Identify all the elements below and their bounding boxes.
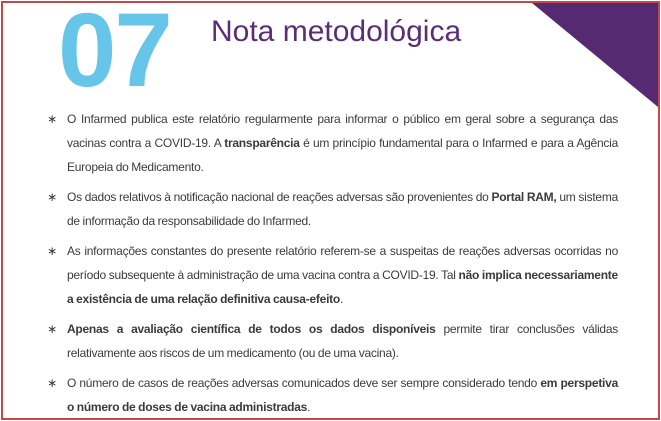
bullet-item: [45, 107, 618, 179]
bullet-item: [45, 185, 618, 233]
bullet-text: Apenas a avaliação científica de todos os dados disponíveis permite tirar conclusões válidas relativamente aos riscos de um medicamento (ou de uma vacina).: [67, 322, 619, 360]
bullet-marker: ∗: [47, 376, 57, 390]
bullet-list: [3, 107, 658, 419]
bullet-marker: ∗: [47, 190, 57, 204]
page: [1, 1, 660, 420]
section-number: 07: [58, 1, 171, 109]
bullet-text: Os dados relativos à notificação nacional de reações adversas são provenientes do Portal RAM, um sistema de informação da responsabilidade do Infarmed.: [67, 190, 619, 228]
page-title: Nota metodológica: [211, 15, 462, 48]
bullet-marker: ∗: [47, 322, 57, 336]
bullet-item: [45, 371, 618, 419]
corner-triangle-decoration: [532, 3, 658, 107]
bullet-item: [45, 317, 618, 365]
bullet-item: [45, 239, 618, 311]
header: [3, 3, 658, 107]
bullet-text: O número de casos de reações adversas comunicados deve ser sempre considerado tendo em perspetiva o número de doses de vacina administradas.: [67, 376, 618, 414]
bullet-marker: ∗: [47, 112, 57, 126]
bullet-text: As informações constantes do presente relatório referem-se a suspeitas de reações adversas ocorridas no período subsequente à administração de uma vacina contra a COVID-19. Tal não implica necessariamente a existência de uma relação definitiva causa-efeito.: [67, 244, 618, 306]
bullet-marker: ∗: [47, 244, 57, 258]
bullet-text: O Infarmed publica este relatório regularmente para informar o público em geral sobre a segurança das vacinas contra a COVID-19. A transparência é um princípio fundamental para o Infarmed e para a Agência Europeia do Medicamento.: [67, 112, 618, 174]
